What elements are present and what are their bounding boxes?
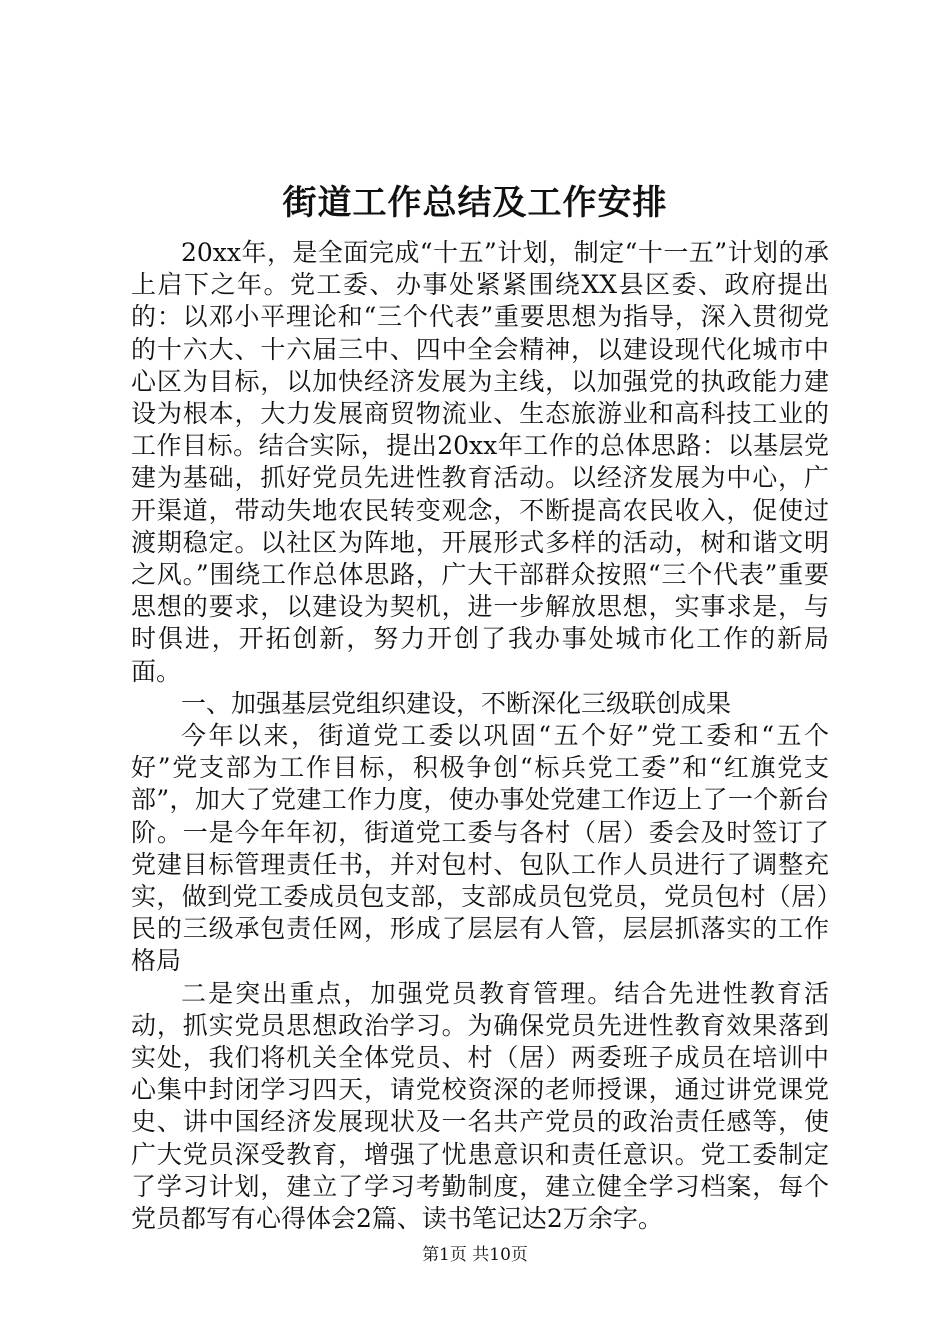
paragraph-party-building: 今年以来，街道党工委以巩固“五个好”党工委和“五个好”党支部为工作目标，积极争创“标兵党工委”和“红旗党支部”，加大了党建工作力度，使办事处党建工作迈上了一个新台阶。一是今年年初，街道党工委与各村（居）委会及时签订了党建目标管理责任书，并对包村、包队工作人员进行了调整充实，做到党工委成员包支部，支部成员包党员，党员包村（居）民的三级承包责任网，形成了层层有人管，层层抓落实的工作格局 [131,721,829,976]
section-heading-1: 一、加强基层党组织建设，不断深化三级联创成果 [181,688,732,718]
paragraph-intro: 20xx年，是全面完成“十五”计划，制定“十一五”计划的承上启下之年。党工委、办事处紧紧围绕XX县区委、政府提出的：以邓小平理论和“三个代表”重要思想为指导，深入贯彻党的十六大、十六届三中、四中全会精神，以建设现代化城市中心区为目标，以加快经济发展为主线，以加强党的执政能力建设为根本，大力发展商贸物流业、生态旅游业和高科技工业的工作目标。结合实际，提出20xx年工作的总体思路：以基层党建为基础，抓好党员先进性教育活动。以经济发展为中心，广开渠道，带动失地农民转变观念，不断提高农民收入，促使过渡期稳定。以社区为阵地，开展形式多样的活动，树和谐文明之风。”围绕工作总体思路，广大干部群众按照“三个代表”重要思想的要求，以建设为契机，进一步解放思想，实事求是，与时俱进，开拓创新，努力开创了我办事处城市化工作的新局面。 [131,238,829,686]
document-title: 街道工作总结及工作安排 [282,183,668,223]
paragraph-education: 二是突出重点，加强党员教育管理。结合先进性教育活动，抓实党员思想政治学习。为确保党员先进性教育效果落到实处，我们将机关全体党员、村（居）两委班子成员在培训中心集中封闭学习四天，请党校资深的老师授课，通过讲党课党史、讲中国经济发展现状及一名共产党员的政治责任感等，使广大党员深受教育，增强了忧患意识和责任意识。党工委制定了学习计划，建立了学习考勤制度，建立健全学习档案，每个党员都写有心得体会2篇、读书笔记达2万余字。 [131,978,829,1234]
page-footer: 第1页 共10页 [422,1245,528,1265]
document-body [131,237,829,1235]
